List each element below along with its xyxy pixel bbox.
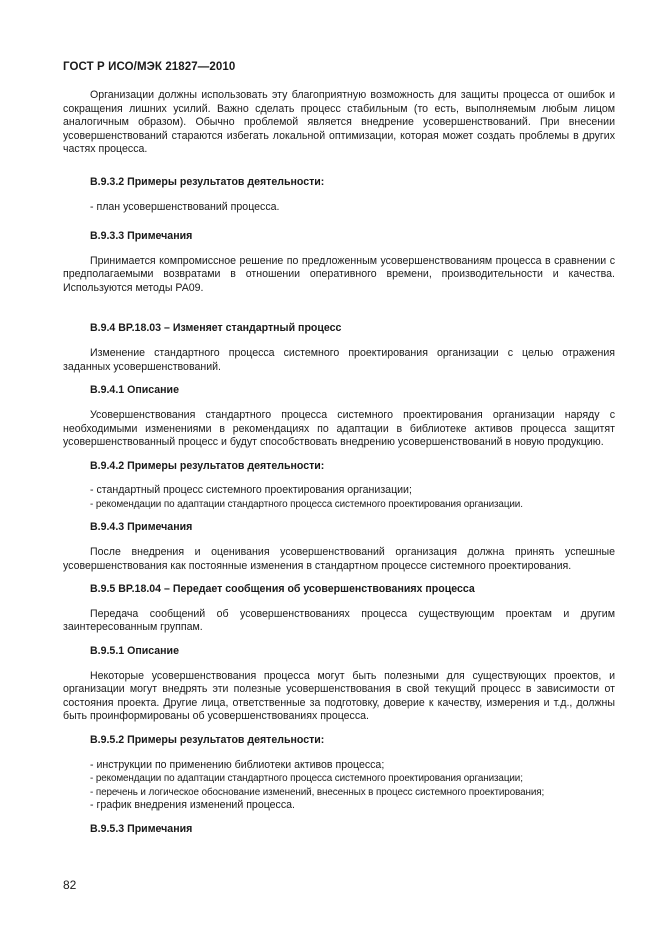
list-item: - рекомендации по адаптации стандартного процесса системного проектирования организации. (90, 498, 523, 510)
section-heading-b933: B.9.3.3 Примечания (90, 230, 193, 243)
page-number: 82 (63, 878, 77, 892)
section-heading-b932: B.9.3.2 Примеры результатов деятельности: (90, 175, 325, 188)
section-heading-b94: B.9.4 BP.18.03 – Изменяет стандартный процесс (90, 321, 342, 334)
section-heading-b951: B.9.5.1 Описание (90, 645, 179, 658)
section-heading-b941: B.9.4.1 Описание (90, 384, 179, 397)
list-item: - инструкции по применению библиотеки активов процесса; (90, 758, 385, 771)
section-heading-b942: B.9.4.2 Примеры результатов деятельности: (90, 459, 325, 472)
paragraph-b933: Принимается компромиссное решение по предложенным усовершенствованиям процесса в сравнении с предполагаемыми возвратами в отношении оперативного времени, производительности и качества. Используются методы PA09. (63, 254, 615, 294)
list-item: - график внедрения изменений процесса. (90, 799, 295, 812)
list-item: - рекомендации по адаптации стандартного процесса системного проектирования организации; (90, 773, 523, 785)
list-item: - план усовершенствований процесса. (90, 200, 280, 213)
paragraph-b943: После внедрения и оценивания усовершенствований организация должна принять успешные усовершенствования как постоянные изменения в стандартном процессе системного проектирования. (63, 546, 615, 572)
section-heading-b953: B.9.5.3 Примечания (90, 822, 193, 835)
list-item: - перечень и логическое обоснование изменений, внесенных в процесс системного проектирования; (90, 786, 545, 798)
paragraph-b95: Передача сообщений об усовершенствованиях процесса существующим проектам и другим заинтересованным группам. (63, 607, 615, 634)
list-item: - стандартный процесс системного проектирования организации; (90, 484, 412, 497)
paragraph-b94: Изменение стандартного процесса системного проектирования организации с целью отражения заданных усовершенствований. (63, 347, 615, 373)
intro-paragraph: Организации должны использовать эту благоприятную возможность для защиты процесса от ошибок и сокращения лишних усилий. Важно сделать процесс стабильным (то есть, выполняемым любым лицом аналогичным образом). Обычно проблемой является внедрение усовершенствований. При внесении усовершенствований стараются избегать локальной оптимизации, которая может создать проблемы в других частях процесса. (63, 89, 615, 156)
document-header: ГОСТ Р ИСО/МЭК 21827—2010 (63, 61, 236, 73)
section-heading-b95: B.9.5 BP.18.04 – Передает сообщения об усовершенствованиях процесса (90, 583, 475, 596)
section-heading-b943: B.9.4.3 Примечания (90, 521, 193, 534)
section-heading-b952: B.9.5.2 Примеры результатов деятельности: (90, 734, 325, 746)
paragraph-b951: Некоторые усовершенствования процесса могут быть полезными для существующих проектов, и организации могут внедрять эти полезные усовершенствования в свой текущий процесс в зависимости от состояния проекта. Другие лица, ответственные за подготовку, доверие к качеству, измерения и т.д., должны быть проинформированы об усовершенствованиях процесса. (63, 669, 615, 723)
paragraph-b941: Усовершенствования стандартного процесса системного проектирования организации наряду с необходимыми изменениями в рекомендациях по адаптации в библиотеке активов процесса защитят усовершенствованный процесс и будут способствовать внедрению усовершенствований в новую продукцию. (63, 408, 615, 449)
document-body (63, 85, 615, 837)
